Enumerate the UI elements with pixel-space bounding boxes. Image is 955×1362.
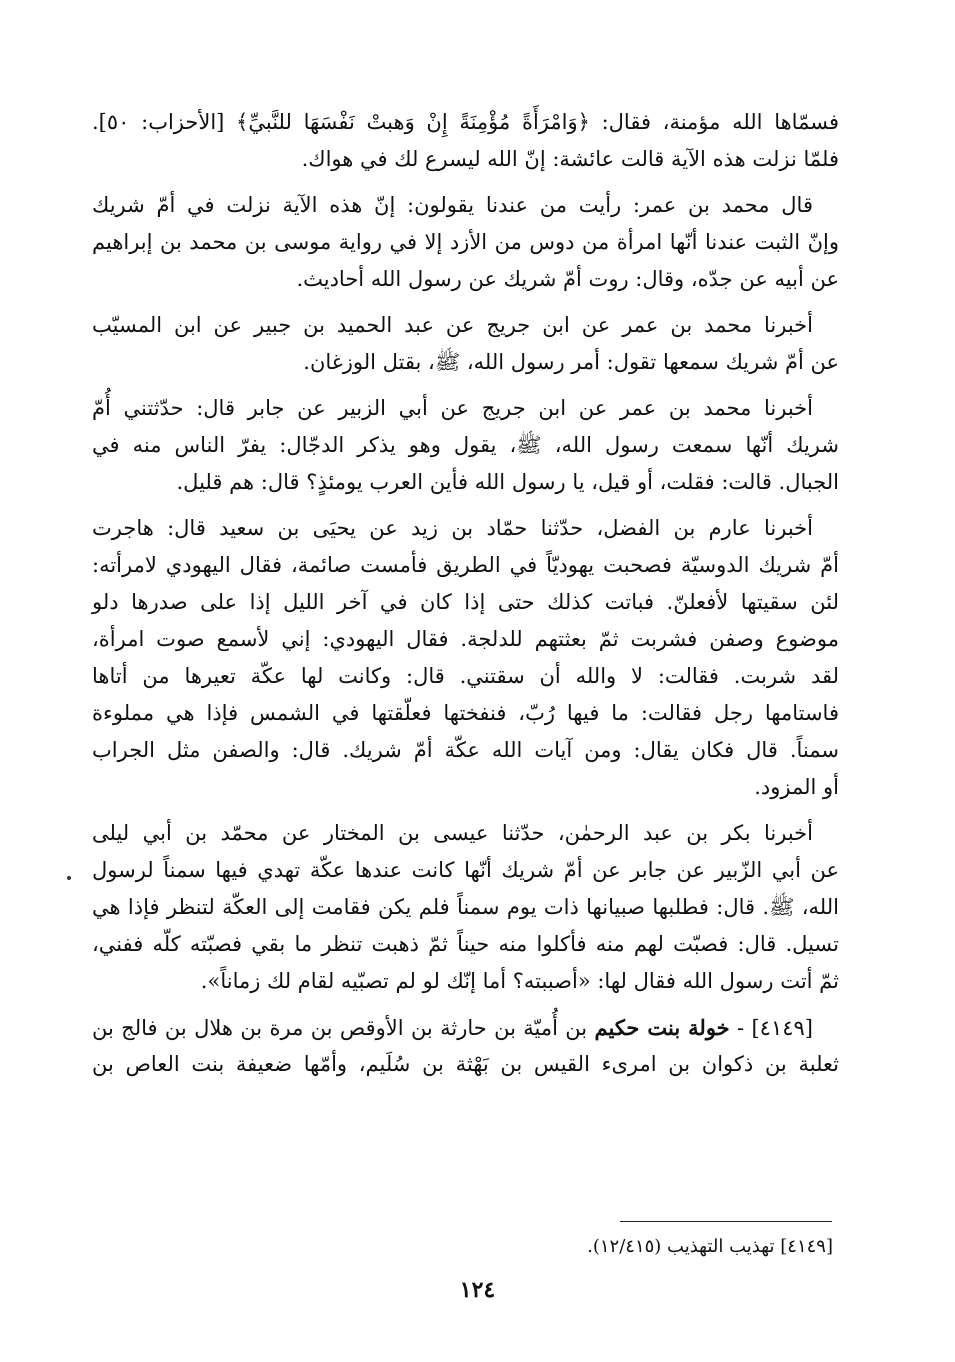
paragraph-gap <box>92 298 839 307</box>
text-line: عن أبيه عن جدّه، وقال: روت أمّ شريك عن رسول الله أحاديث. <box>296 267 839 291</box>
entry-number: [٤١٤٩] <box>751 1016 813 1040</box>
text-line: أخبرنا محمد بن عمر عن ابن جريج عن عبد الحميد بن جبير عن ابن المسيّب <box>92 313 813 337</box>
paragraph-gap <box>92 501 839 510</box>
text-line: سمناً. قال فكان يقال: ومن آيات الله عكّة أمّ شريك. قال: والصفن مثل الجراب <box>92 738 839 762</box>
paragraph-gap <box>92 1000 839 1009</box>
entry-text: بن أُميّة بن حارثة بن الأوقص بن مرة بن هلال بن فالج بن <box>92 1016 588 1040</box>
text-line: شريك أنّها سمعت رسول الله، ﷺ، يقول وهو يذكر الدجّال: يفرّ الناس منه في <box>92 433 839 457</box>
main-text <box>92 104 839 1083</box>
paragraph-gap <box>92 806 839 815</box>
text-line: أخبرنا بكر بن عبد الرحمٰن، حدّثنا عيسى بن المختار عن محمّد بن أبي ليلى <box>92 821 813 845</box>
text-line: ثمّ أتت رسول الله فقال لها: «أصببته؟ أما إنّك لو لم تصبّيه لقام لك زماناً». <box>200 969 839 993</box>
text-line: تسيل. قال: فصبّت لهم منه فأكلوا منه حيناً ثمّ ذهبت تنظر ما بقي فصبّته كلّه ففني، <box>92 932 839 956</box>
page-number: ١٢٤ <box>459 1277 496 1303</box>
text-line: لئن سقيتها لأفعلنّ. فباتت كذلك حتى إذا كان في آخر الليل إذا على صدرها دلو <box>92 590 839 614</box>
footnote-divider <box>620 1221 832 1222</box>
text-line: أخبرنا محمد بن عمر عن ابن جريج عن أبي الزبير عن جابر قال: حدّثتني أُمّ <box>92 396 813 420</box>
text-line: عن أبي الزّبير عن جابر عن أمّ شريك أنّها كانت عندها عكّة تهدي فيها سمناً لرسول <box>92 858 839 882</box>
text-line: عن أمّ شريك سمعها تقول: أمر رسول الله، ﷺ، بقتل الوزغان. <box>303 350 839 374</box>
footnote: [٤١٤٩] تهذيب التهذيب (١٢/٤١٥). <box>587 1236 833 1257</box>
text-line: فاستامها رجل فقالت: ما فيها رُبّ، فنفختها فعلّقتها في الشمس فإذا هي مملوءة <box>92 701 839 725</box>
paragraph-gap <box>92 381 839 390</box>
text-line: الله، ﷺ. قال: فطلبها صبيانها ذات يوم سمناً فلم يكن فقامت إلى العكّة لتنظر فإذا هي <box>92 895 839 919</box>
entry-heading-line: [٤١٤٩] - خولة بنت حكيم بن أُميّة بن حارثة بن الأوقص بن مرة بن هلال بن فالج بن <box>92 1015 813 1040</box>
paragraph-gap <box>92 178 839 187</box>
text-line: أخبرنا عارم بن الفضل، حدّثنا حمّاد بن زيد عن يحيَى بن سعيد قال: هاجرت <box>92 516 813 540</box>
text-line: الجبال. قالت: فقلت، أو قيل، يا رسول الله فأين العرب يومئذٍ؟ قال: هم قليل. <box>176 470 839 494</box>
scan-speck <box>67 876 71 880</box>
text-line: أمّ شريك الدوسيّة فصحبت يهوديّاً في الطريق فأمست صائمة، فقال اليهودي لامرأته: <box>92 553 839 577</box>
text-line: وإنّ الثبت عندنا أنّها امرأة من دوس من الأزد إلا في رواية موسى بن محمد بن إبراهيم <box>92 230 839 254</box>
entry-name: خولة بنت حكيم <box>594 1015 730 1040</box>
text-line: لقد شربت. فقالت: لا والله أن سقتني. قال: وكانت لها عكّة تعيرها من أتاها <box>92 664 839 688</box>
text-line: فسمّاها الله مؤمنة، فقال: ﴿وَامْرَأَةً مُؤْمِنَةً إِنْ وَهبتْ نَفْسَهَا للنَّبيِّ﴾ [الأحزاب: ٥٠]. <box>92 110 839 134</box>
text-line: ثعلبة بن ذكوان بن امرىء القيس بن بَهْثة بن سُلَيم، وأمّها ضعيفة بنت العاص بن <box>92 1052 839 1076</box>
text-line: موضوع وصفن فشربت ثمّ بعثتهم للدلجة. فقال اليهودي: إني لأسمع صوت امرأة، <box>92 627 839 651</box>
text-line: قال محمد بن عمر: رأيت من عندنا يقولون: إنّ هذه الآية نزلت في أمّ شريك <box>92 193 813 217</box>
text-line: فلمّا نزلت هذه الآية قالت عائشة: إنّ الله ليسرع لك في هواك. <box>301 147 839 171</box>
text-line: أو المزود. <box>754 775 839 799</box>
